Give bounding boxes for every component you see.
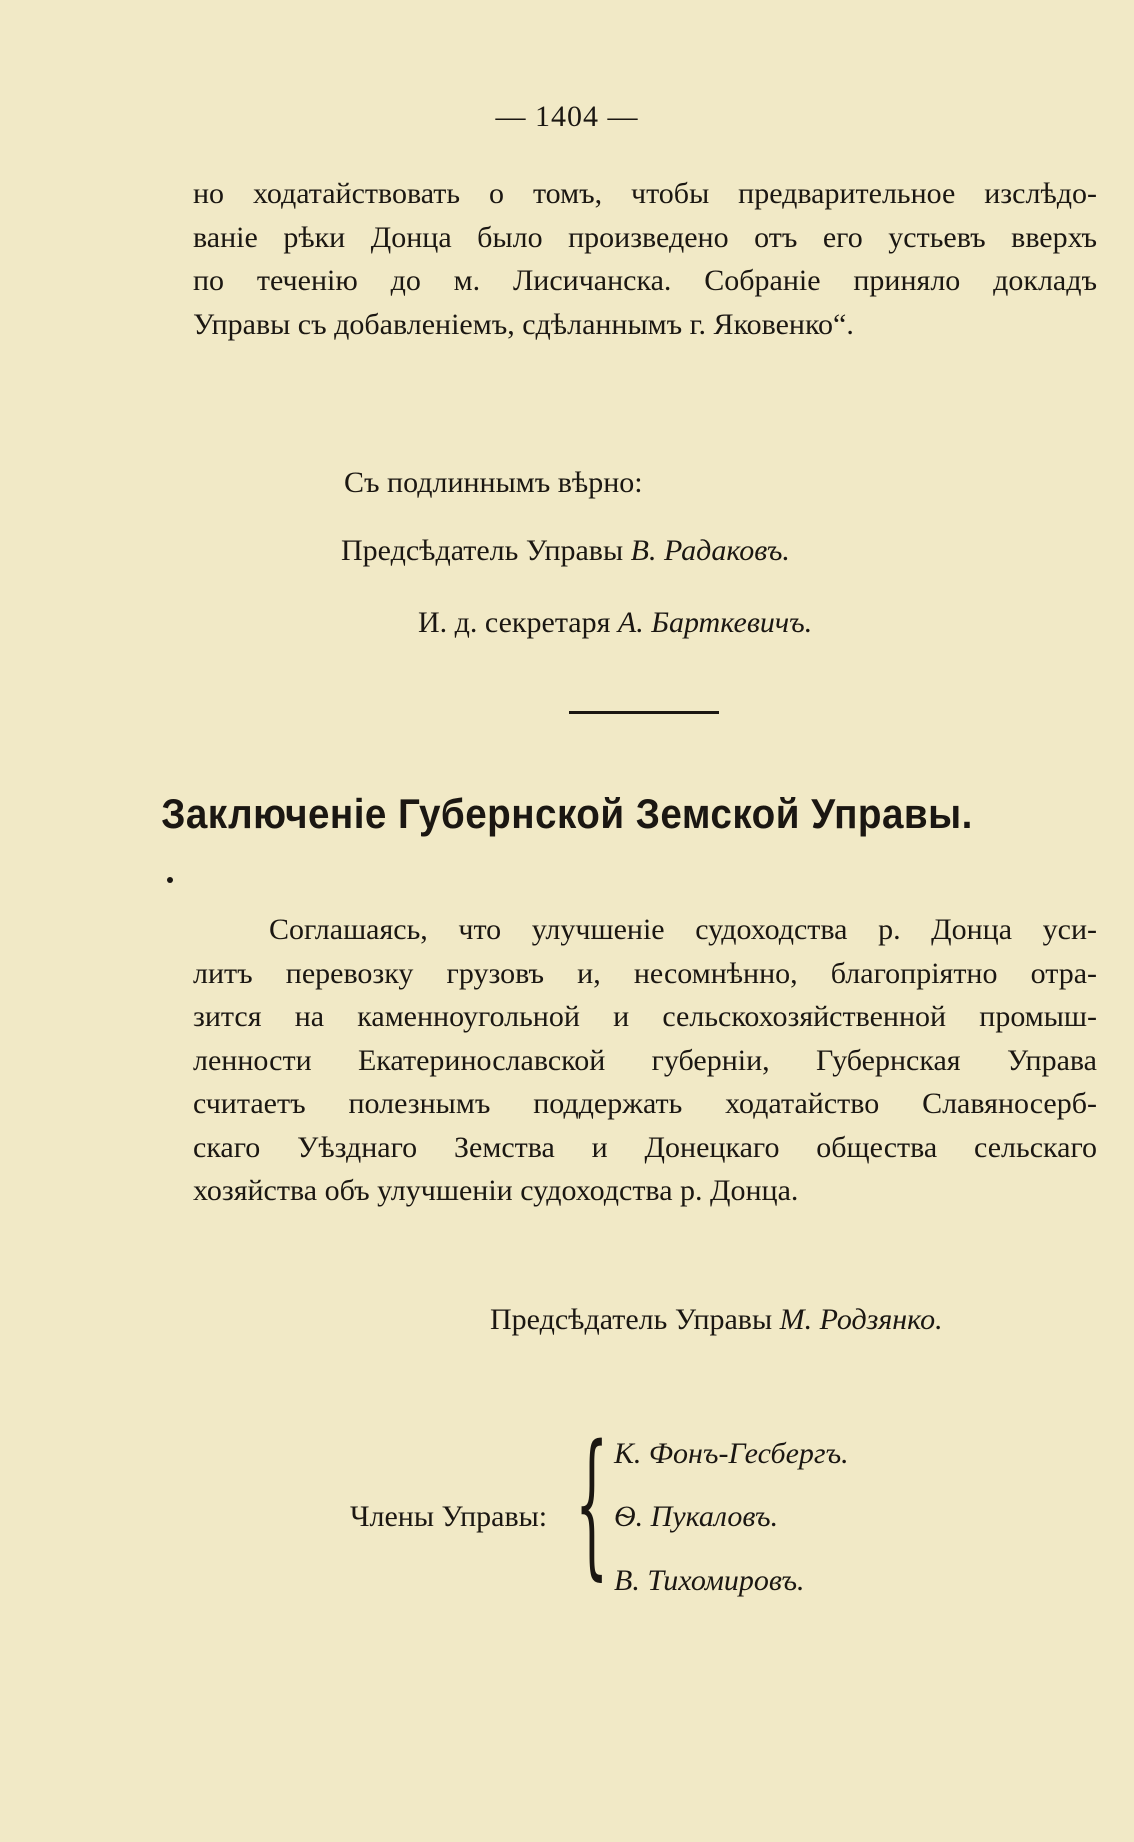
chairman2-name: М. Родзянко. [779,1303,943,1336]
text-line: зится на каменноугольной и сельскохозяйственной промыш- [193,1000,1097,1033]
chairman-signature [341,534,790,568]
certification-note: Съ подлиннымъ вѣрно: [344,466,643,499]
text-line: Соглашаясь, что улучшеніе судоходства р. Донца уси- [269,913,1097,946]
text-line: по теченію до м. Лисичанска. Собраніе приняло докладъ [193,264,1097,297]
main-paragraph [193,908,1097,1213]
brace-glyph: { [575,1412,609,1596]
page-number: — 1404 — [495,100,639,133]
member-name: В. Тихомировъ. [614,1564,805,1597]
text-line: Управы съ добавленіемъ, сдѣланнымъ г. Яковенко“. [193,307,854,341]
secretary-name: А. Барткевичъ. [617,606,813,639]
chairman2-signature [490,1303,943,1337]
member-name: К. Фонъ-Гесбергъ. [614,1437,849,1470]
chairman-name: В. Радаковъ. [630,534,790,567]
text-line: скаго Уѣзднаго Земства и Донецкаго общества сельскаго [193,1130,1097,1164]
text-line: ваніе рѣки Донца было произведено отъ его устьевъ вверхъ [193,220,1097,254]
member-name: Ѳ. Пукаловъ. [614,1500,779,1533]
text-line: считаетъ полезнымъ поддержать ходатайство Славяносерб- [193,1087,1097,1120]
text-line: ленности Екатеринославской губерніи, Губернская Управа [193,1043,1097,1077]
section-heading: Заключеніе Губернской Земской Управы. [161,790,973,837]
secretary-label: И. д. секретаря [418,606,611,639]
members-label: Члены Управы: [350,1500,548,1533]
chairman-label: Предсѣдатель Управы [341,534,624,567]
secretary-signature [418,606,812,640]
text-line: литъ перевозку грузовъ и, несомнѣнно, благопріятно отра- [193,956,1097,990]
chairman2-label: Предсѣдатель Управы [490,1303,773,1336]
text-line: хозяйства объ улучшеніи судоходства р. Донца. [193,1174,799,1207]
text-line: но ходатайствовать о томъ, чтобы предварительное изслѣдо- [193,177,1097,210]
ink-dot [167,877,173,883]
top-paragraph [193,172,1097,346]
section-divider [569,711,719,714]
